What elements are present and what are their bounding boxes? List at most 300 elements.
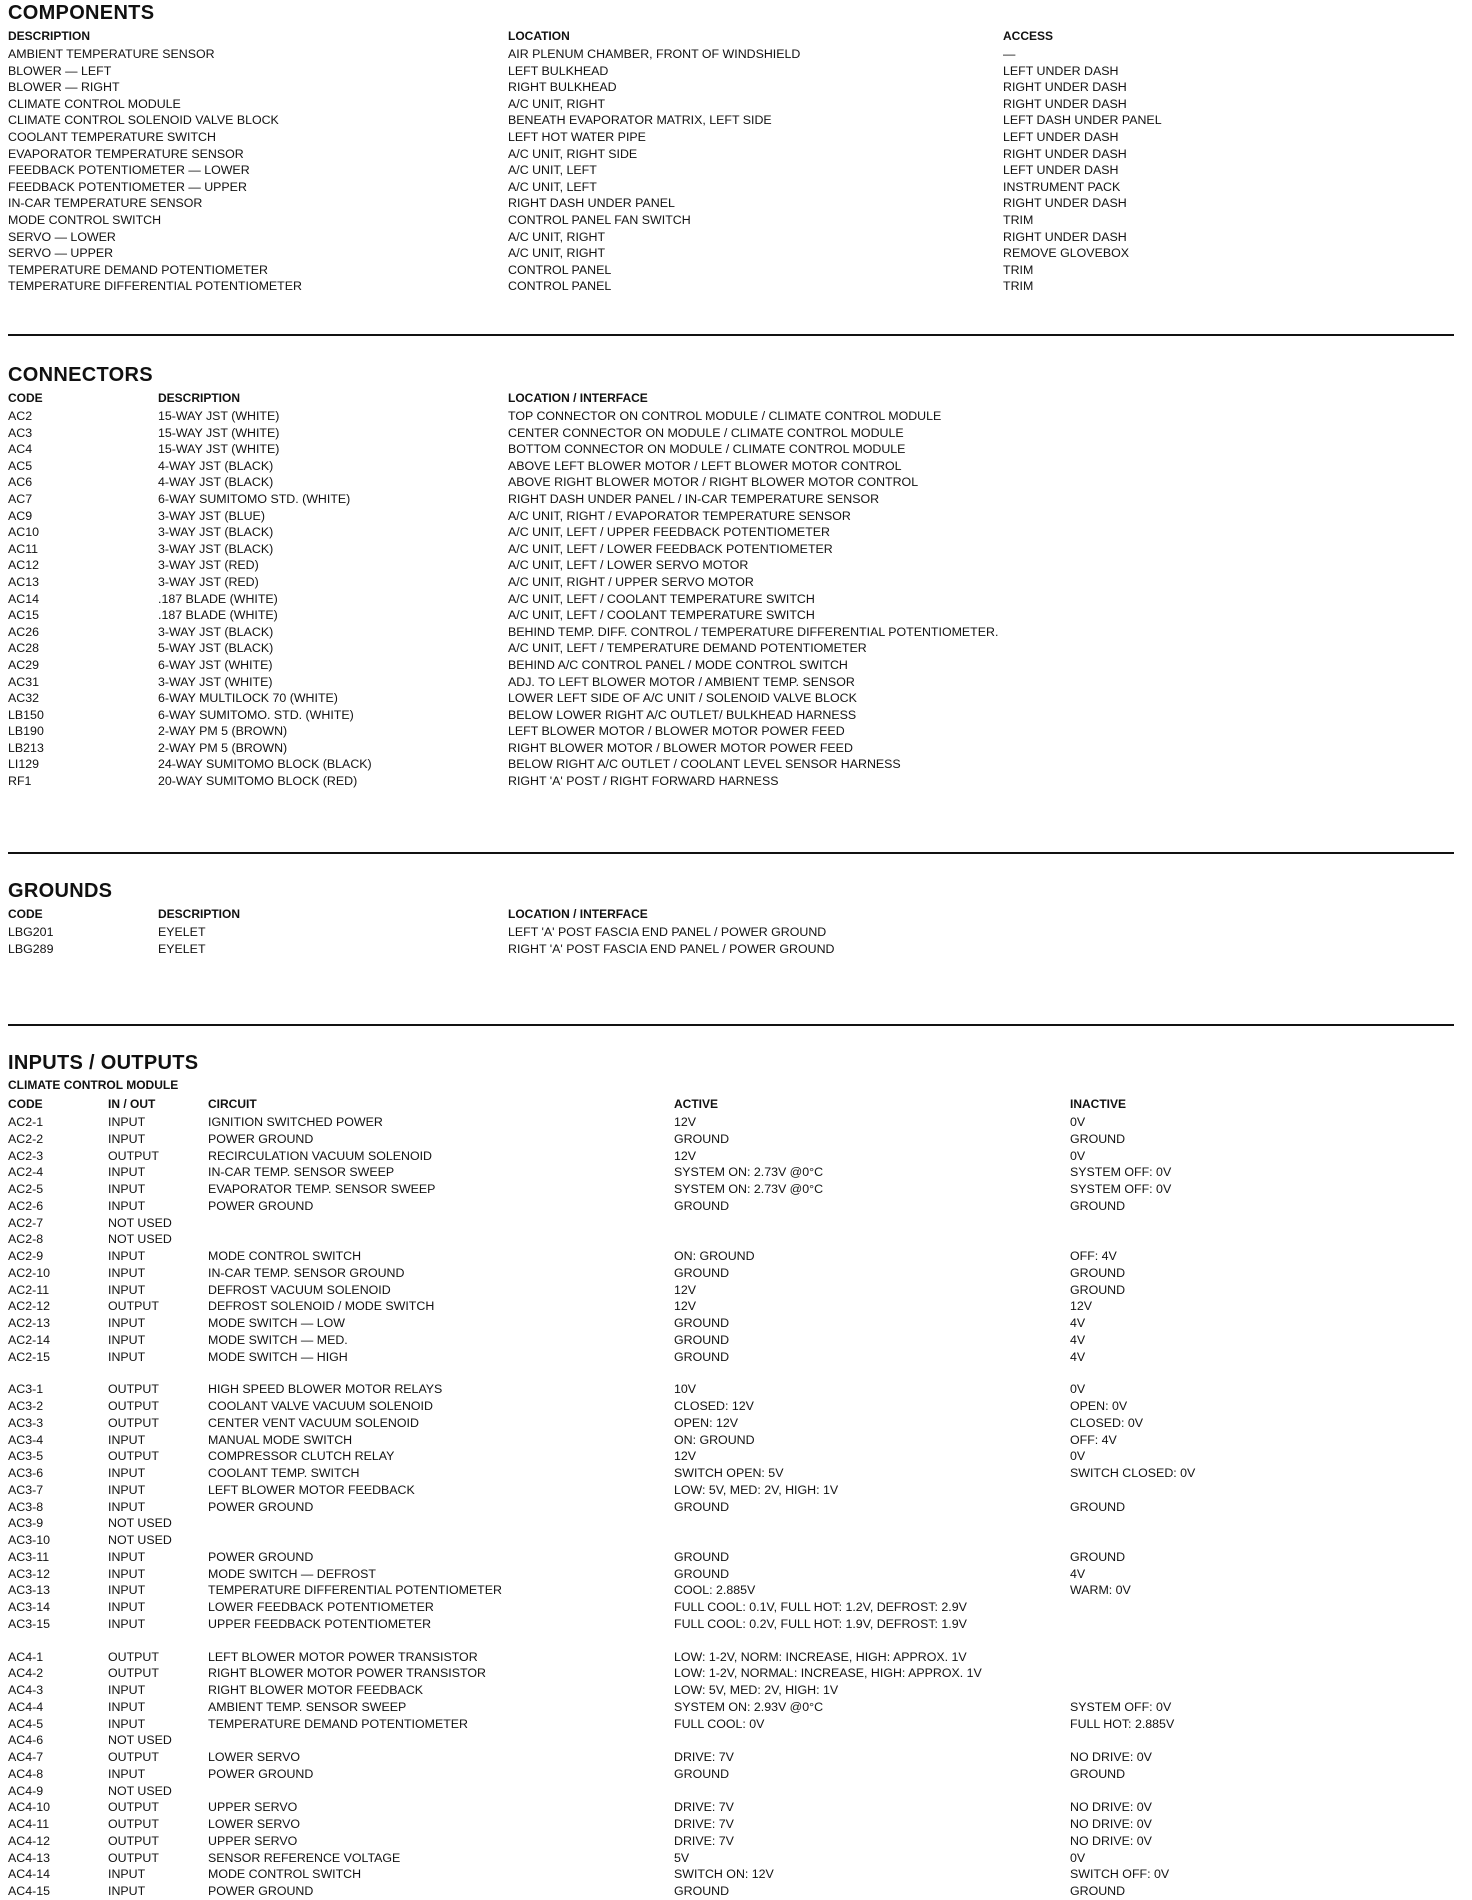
table-row: [8, 1248, 1454, 1265]
pin-active: [674, 1515, 1070, 1532]
pin-code: AC4-9: [8, 1783, 44, 1798]
pin-direction: INPUT: [108, 1349, 146, 1364]
pin-inactive: WARM: 0V: [1070, 1583, 1131, 1598]
pin-inactive: [1070, 1732, 1454, 1749]
component-access: —: [1003, 47, 1016, 61]
connector-description: 6-WAY JST (WHITE): [158, 657, 273, 672]
pin-direction: OUTPUT: [108, 1750, 159, 1764]
table-row: [8, 1515, 1454, 1532]
connectors-section: [8, 336, 1454, 852]
pin-active: COOL: 2.885V: [674, 1583, 756, 1598]
pin-circuit: AMBIENT TEMP. SENSOR SWEEP: [208, 1699, 407, 1714]
pin-active: FULL COOL: 0V: [674, 1716, 765, 1731]
table-row: [8, 1799, 1454, 1816]
pin-direction: INPUT: [108, 1566, 146, 1581]
ground-description: EYELET: [158, 925, 206, 939]
connector-location: BEHIND TEMP. DIFF. CONTROL / TEMPERATURE DIFFERENTIAL POTENTIOMETER.: [508, 624, 999, 639]
connector-description: 2-WAY PM 5 (BROWN): [158, 740, 288, 755]
table-row: [8, 245, 1454, 262]
connector-code: AC11: [8, 541, 39, 556]
group-spacer: [8, 1365, 1454, 1381]
pin-inactive: 0V: [1070, 1449, 1086, 1464]
io-pin-group: [8, 1381, 1454, 1632]
column-header: IN / OUT: [108, 1097, 156, 1111]
pin-circuit: MODE CONTROL SWITCH: [208, 1249, 362, 1263]
grounds-header: [8, 904, 1454, 924]
pin-active: SWITCH ON: 12V: [674, 1867, 774, 1882]
pin-direction: OUTPUT: [108, 1649, 159, 1664]
connector-code: AC4: [8, 442, 33, 457]
pin-inactive: OFF: 4V: [1070, 1432, 1117, 1447]
pin-code: AC2-11: [8, 1282, 50, 1297]
table-row: [8, 1448, 1454, 1465]
pin-direction: INPUT: [108, 1549, 146, 1564]
pin-inactive: SWITCH CLOSED: 0V: [1070, 1466, 1196, 1480]
table-row: [8, 1866, 1454, 1883]
pin-active: 12V: [674, 1115, 697, 1129]
pin-circuit: RECIRCULATION VACUUM SOLENOID: [208, 1148, 432, 1163]
pin-direction: INPUT: [108, 1699, 146, 1714]
ground-code: LBG289: [8, 941, 54, 956]
table-row: [8, 1549, 1454, 1566]
connector-location: RIGHT 'A' POST / RIGHT FORWARD HARNESS: [508, 774, 779, 789]
connector-location: ADJ. TO LEFT BLOWER MOTOR / AMBIENT TEMP. SENSOR: [508, 674, 855, 689]
table-row: [8, 1599, 1454, 1616]
pin-inactive: [1070, 1215, 1454, 1232]
connector-code: AC31: [8, 674, 39, 689]
table-row: [8, 1682, 1454, 1699]
table-row: [8, 1699, 1454, 1716]
connector-description: 6-WAY SUMITOMO STD. (WHITE): [158, 491, 351, 506]
component-access: LEFT UNDER DASH: [1003, 63, 1119, 78]
pin-circuit: POWER GROUND: [208, 1884, 314, 1898]
pin-code: AC4-14: [8, 1867, 51, 1882]
component-description: FEEDBACK POTENTIOMETER — UPPER: [8, 179, 247, 194]
component-description: CLIMATE CONTROL SOLENOID VALVE BLOCK: [8, 113, 279, 128]
pin-circuit: COMPRESSOR CLUTCH RELAY: [208, 1449, 395, 1464]
component-access: TRIM: [1003, 279, 1034, 294]
pin-direction: NOT USED: [108, 1232, 172, 1247]
table-row: [8, 1883, 1454, 1900]
component-description: TEMPERATURE DIFFERENTIAL POTENTIOMETER: [8, 279, 302, 294]
table-row: [8, 278, 1454, 295]
connector-code: AC13: [8, 574, 39, 589]
table-row: [8, 541, 1454, 558]
connector-location: RIGHT DASH UNDER PANEL / IN-CAR TEMPERATURE SENSOR: [508, 491, 880, 506]
table-row: [8, 63, 1454, 80]
pin-inactive: [1070, 1231, 1454, 1248]
pin-code: AC2-13: [8, 1316, 51, 1330]
pin-code: AC3-11: [8, 1549, 50, 1564]
ground-location: RIGHT 'A' POST FASCIA END PANEL / POWER GROUND: [508, 941, 835, 956]
table-row: [8, 674, 1454, 691]
pin-circuit: [208, 1515, 674, 1532]
pin-direction: INPUT: [108, 1600, 146, 1614]
pin-code: AC2-12: [8, 1299, 51, 1314]
table-row: [8, 1833, 1454, 1850]
pin-code: AC2-7: [8, 1215, 44, 1230]
component-access: RIGHT UNDER DASH: [1003, 229, 1127, 244]
pin-active: GROUND: [674, 1316, 730, 1330]
pin-circuit: DEFROST VACUUM SOLENOID: [208, 1282, 391, 1297]
connector-code: AC12: [8, 558, 39, 573]
pin-active: [674, 1231, 1070, 1248]
table-row: [8, 96, 1454, 113]
connector-description: 15-WAY JST (WHITE): [158, 442, 280, 457]
component-access: INSTRUMENT PACK: [1003, 179, 1121, 194]
table-row: [8, 1114, 1454, 1131]
pin-active: SYSTEM ON: 2.73V @0°C: [674, 1165, 824, 1180]
pin-inactive: 0V: [1070, 1850, 1086, 1865]
pin-code: AC4-2: [8, 1666, 44, 1681]
pin-direction: NOT USED: [108, 1533, 172, 1547]
table-row: [8, 1532, 1454, 1549]
connector-code: AC5: [8, 458, 33, 473]
component-description: AMBIENT TEMPERATURE SENSOR: [8, 47, 215, 61]
pin-circuit: RIGHT BLOWER MOTOR FEEDBACK: [208, 1683, 424, 1697]
pin-active: GROUND: [674, 1499, 730, 1514]
component-location: A/C UNIT, RIGHT: [508, 96, 606, 111]
pin-circuit: POWER GROUND: [208, 1198, 314, 1213]
pin-circuit: EVAPORATOR TEMP. SENSOR SWEEP: [208, 1182, 436, 1196]
pin-active: 12V: [674, 1449, 697, 1464]
pin-direction: NOT USED: [108, 1516, 172, 1531]
connector-description: 6-WAY SUMITOMO. STD. (WHITE): [158, 707, 354, 722]
connector-code: AC26: [8, 624, 39, 639]
pin-circuit: TEMPERATURE DIFFERENTIAL POTENTIOMETER: [208, 1583, 502, 1598]
pin-active: [674, 1532, 1070, 1549]
table-row: [8, 524, 1454, 541]
connector-description: 15-WAY JST (WHITE): [158, 409, 280, 423]
pin-code: AC3-14: [8, 1600, 51, 1614]
pin-active: LOW: 5V, MED: 2V, HIGH: 1V: [674, 1482, 839, 1497]
pin-circuit: LOWER SERVO: [208, 1817, 301, 1831]
io-header: [8, 1094, 1454, 1114]
component-description: CLIMATE CONTROL MODULE: [8, 96, 181, 111]
pin-inactive: [1070, 1682, 1454, 1699]
component-description: SERVO — LOWER: [8, 229, 116, 244]
table-row: [8, 1131, 1454, 1148]
component-location: RIGHT BULKHEAD: [508, 80, 617, 95]
pin-direction: OUTPUT: [108, 1850, 159, 1865]
table-row: [8, 1398, 1454, 1415]
column-header: LOCATION / INTERFACE: [508, 907, 648, 921]
table-row: [8, 229, 1454, 246]
table-row: [8, 1465, 1454, 1482]
pin-inactive: [1070, 1532, 1454, 1549]
component-description: FEEDBACK POTENTIOMETER — LOWER: [8, 163, 250, 178]
component-location: BENEATH EVAPORATOR MATRIX, LEFT SIDE: [508, 113, 772, 128]
table-row: [8, 1665, 1454, 1682]
pin-circuit: LOWER SERVO: [208, 1750, 301, 1764]
pin-direction: INPUT: [108, 1466, 146, 1480]
pin-code: AC3-5: [8, 1449, 44, 1464]
pin-circuit: CENTER VENT VACUUM SOLENOID: [208, 1415, 419, 1430]
pin-inactive: CLOSED: 0V: [1070, 1415, 1143, 1430]
pin-circuit: [208, 1732, 674, 1749]
pin-direction: OUTPUT: [108, 1833, 159, 1848]
grounds-section: [8, 854, 1454, 1024]
connector-location: BELOW RIGHT A/C OUTLET / COOLANT LEVEL SENSOR HARNESS: [508, 757, 901, 772]
pin-code: AC2-5: [8, 1182, 44, 1196]
connector-code: AC2: [8, 409, 33, 423]
pin-code: AC3-6: [8, 1466, 44, 1480]
io-pin-group: [8, 1649, 1454, 1900]
table-row: [8, 425, 1454, 442]
connector-code: LB150: [8, 707, 44, 722]
pin-active: DRIVE: 7V: [674, 1800, 734, 1815]
table-row: [8, 195, 1454, 212]
table-row: [8, 1582, 1454, 1599]
connector-code: AC29: [8, 657, 39, 672]
pin-active: ON: GROUND: [674, 1432, 755, 1447]
component-description: SERVO — UPPER: [8, 246, 114, 261]
pin-inactive: 0V: [1070, 1148, 1086, 1163]
connector-location: A/C UNIT, LEFT / COOLANT TEMPERATURE SWITCH: [508, 591, 815, 606]
grounds-table: [8, 924, 1454, 957]
ground-location: LEFT 'A' POST FASCIA END PANEL / POWER GROUND: [508, 925, 827, 939]
table-row: [8, 1482, 1454, 1499]
pin-active: GROUND: [674, 1131, 730, 1146]
pin-inactive: GROUND: [1070, 1549, 1126, 1564]
component-description: EVAPORATOR TEMPERATURE SENSOR: [8, 146, 244, 161]
pin-active: GROUND: [674, 1332, 730, 1347]
table-row: [8, 924, 1454, 941]
connector-description: .187 BLADE (WHITE): [158, 591, 278, 606]
column-header: LOCATION / INTERFACE: [508, 391, 648, 405]
pin-active: LOW: 5V, MED: 2V, HIGH: 1V: [674, 1683, 839, 1697]
pin-inactive: GROUND: [1070, 1131, 1126, 1146]
pin-direction: INPUT: [108, 1766, 146, 1781]
pin-active: GROUND: [674, 1198, 730, 1213]
pin-active: [674, 1732, 1070, 1749]
table-row: [8, 1716, 1454, 1733]
connector-description: 15-WAY JST (WHITE): [158, 425, 280, 440]
table-row: [8, 491, 1454, 508]
pin-active: SWITCH OPEN: 5V: [674, 1466, 784, 1480]
pin-inactive: [1070, 1783, 1454, 1800]
pin-code: AC3-10: [8, 1533, 51, 1547]
connector-description: 3-WAY JST (BLACK): [158, 541, 274, 556]
table-row: [8, 179, 1454, 196]
pin-code: AC2-1: [8, 1115, 44, 1129]
pin-circuit: LEFT BLOWER MOTOR FEEDBACK: [208, 1482, 415, 1497]
component-access: LEFT UNDER DASH: [1003, 163, 1119, 178]
pin-code: AC2-14: [8, 1332, 51, 1347]
pin-inactive: [1070, 1599, 1454, 1616]
pin-inactive: 12V: [1070, 1299, 1093, 1314]
connector-location: TOP CONNECTOR ON CONTROL MODULE / CLIMATE CONTROL MODULE: [508, 409, 942, 423]
pin-circuit: MODE SWITCH — DEFROST: [208, 1566, 376, 1581]
component-access: RIGHT UNDER DASH: [1003, 96, 1127, 111]
connector-code: AC7: [8, 491, 33, 506]
component-access: LEFT DASH UNDER PANEL: [1003, 113, 1162, 128]
component-description: MODE CONTROL SWITCH: [8, 212, 162, 227]
table-row: [8, 79, 1454, 96]
pin-active: FULL COOL: 0.1V, FULL HOT: 1.2V, DEFROST: 2.9V: [674, 1600, 967, 1614]
component-location: A/C UNIT, LEFT: [508, 163, 597, 178]
pin-code: AC4-4: [8, 1699, 44, 1714]
pin-code: AC3-12: [8, 1566, 51, 1581]
pin-inactive: FULL HOT: 2.885V: [1070, 1716, 1175, 1731]
table-row: [8, 690, 1454, 707]
pin-direction: OUTPUT: [108, 1399, 159, 1413]
pin-inactive: NO DRIVE: 0V: [1070, 1833, 1152, 1848]
component-access: LEFT UNDER DASH: [1003, 129, 1119, 144]
pin-direction: INPUT: [108, 1265, 146, 1280]
io-section: [8, 1026, 1454, 1900]
pin-circuit: [208, 1215, 674, 1232]
connectors-table: [8, 408, 1454, 790]
connector-description: .187 BLADE (WHITE): [158, 608, 278, 623]
pin-active: DRIVE: 7V: [674, 1750, 734, 1764]
pin-code: AC3-13: [8, 1583, 51, 1598]
table-row: [8, 1381, 1454, 1398]
connector-location: LOWER LEFT SIDE OF A/C UNIT / SOLENOID VALVE BLOCK: [508, 691, 857, 706]
table-row: [8, 1198, 1454, 1215]
pin-direction: INPUT: [108, 1282, 146, 1297]
pin-circuit: POWER GROUND: [208, 1499, 314, 1514]
connector-location: A/C UNIT, LEFT / COOLANT TEMPERATURE SWITCH: [508, 608, 815, 623]
pin-circuit: MODE SWITCH — HIGH: [208, 1349, 348, 1364]
connector-code: AC6: [8, 475, 33, 490]
pin-circuit: LEFT BLOWER MOTOR POWER TRANSISTOR: [208, 1649, 478, 1664]
table-row: [8, 1732, 1454, 1749]
pin-code: AC4-1: [8, 1649, 44, 1664]
pin-circuit: UPPER SERVO: [208, 1833, 298, 1848]
table-row: [8, 1415, 1454, 1432]
pin-code: AC2-4: [8, 1165, 44, 1180]
pin-circuit: [208, 1231, 674, 1248]
pin-active: GROUND: [674, 1884, 730, 1898]
pin-inactive: GROUND: [1070, 1884, 1126, 1898]
pin-direction: NOT USED: [108, 1783, 172, 1798]
pin-circuit: UPPER SERVO: [208, 1800, 298, 1815]
pin-direction: INPUT: [108, 1131, 146, 1146]
pin-inactive: 4V: [1070, 1332, 1086, 1347]
pin-direction: OUTPUT: [108, 1382, 159, 1397]
component-access: TRIM: [1003, 262, 1034, 277]
connector-code: LB190: [8, 724, 44, 739]
pin-code: AC4-15: [8, 1884, 51, 1898]
pin-circuit: COOLANT VALVE VACUUM SOLENOID: [208, 1399, 433, 1413]
pin-inactive: GROUND: [1070, 1282, 1126, 1297]
connector-code: AC9: [8, 508, 33, 523]
component-access: REMOVE GLOVEBOX: [1003, 246, 1130, 261]
group-spacer: [8, 1633, 1454, 1649]
components-section: [8, 0, 1454, 334]
connector-location: A/C UNIT, RIGHT / EVAPORATOR TEMPERATURE SENSOR: [508, 508, 851, 523]
pin-direction: INPUT: [108, 1499, 146, 1514]
pin-direction: OUTPUT: [108, 1148, 159, 1163]
table-row: [8, 1566, 1454, 1583]
pin-inactive: GROUND: [1070, 1499, 1126, 1514]
pin-code: AC4-6: [8, 1733, 44, 1748]
connector-description: 6-WAY MULTILOCK 70 (WHITE): [158, 691, 338, 706]
connector-description: 3-WAY JST (RED): [158, 574, 259, 589]
pin-code: AC4-8: [8, 1766, 44, 1781]
pin-direction: INPUT: [108, 1249, 146, 1263]
pin-inactive: SYSTEM OFF: 0V: [1070, 1699, 1172, 1714]
pin-direction: INPUT: [108, 1683, 146, 1697]
pin-code: AC4-10: [8, 1800, 51, 1815]
pin-active: FULL COOL: 0.2V, FULL HOT: 1.9V, DEFROST: 1.9V: [674, 1616, 967, 1631]
connector-location: RIGHT BLOWER MOTOR / BLOWER MOTOR POWER FEED: [508, 740, 853, 755]
pin-code: AC3-9: [8, 1516, 44, 1531]
pin-direction: INPUT: [108, 1716, 146, 1731]
components-header: [8, 26, 1454, 46]
component-location: AIR PLENUM CHAMBER, FRONT OF WINDSHIELD: [508, 47, 801, 61]
table-row: [8, 112, 1454, 129]
pin-direction: NOT USED: [108, 1215, 172, 1230]
table-row: [8, 591, 1454, 608]
pin-code: AC3-7: [8, 1482, 44, 1497]
table-row: [8, 1315, 1454, 1332]
table-row: [8, 262, 1454, 279]
connector-location: A/C UNIT, LEFT / TEMPERATURE DEMAND POTENTIOMETER: [508, 641, 867, 656]
component-location: CONTROL PANEL: [508, 279, 612, 294]
pin-code: AC2-3: [8, 1148, 44, 1163]
pin-circuit: MODE SWITCH — MED.: [208, 1332, 348, 1347]
connector-location: A/C UNIT, LEFT / LOWER FEEDBACK POTENTIOMETER: [508, 541, 833, 556]
column-header: DESCRIPTION: [158, 907, 241, 921]
table-row: [8, 1499, 1454, 1516]
component-location: LEFT HOT WATER PIPE: [508, 129, 646, 144]
pin-circuit: TEMPERATURE DEMAND POTENTIOMETER: [208, 1716, 468, 1731]
column-header: DESCRIPTION: [158, 391, 241, 405]
pin-code: AC4-12: [8, 1833, 51, 1848]
io-pin-group: [8, 1114, 1454, 1365]
pin-inactive: [1070, 1665, 1454, 1682]
pin-inactive: GROUND: [1070, 1766, 1126, 1781]
pin-active: DRIVE: 7V: [674, 1833, 734, 1848]
table-row: [8, 607, 1454, 624]
pin-code: AC4-3: [8, 1683, 44, 1697]
component-description: TEMPERATURE DEMAND POTENTIOMETER: [8, 262, 268, 277]
pin-inactive: SWITCH OFF: 0V: [1070, 1867, 1170, 1882]
pin-inactive: 0V: [1070, 1382, 1086, 1397]
column-header: CODE: [8, 1097, 43, 1111]
table-row: [8, 756, 1454, 773]
pin-inactive: SYSTEM OFF: 0V: [1070, 1182, 1172, 1196]
io-table: [8, 1114, 1454, 1900]
pin-code: AC2-6: [8, 1198, 44, 1213]
pin-active: OPEN: 12V: [674, 1415, 739, 1430]
connector-description: 4-WAY JST (BLACK): [158, 475, 274, 490]
pin-active: SYSTEM ON: 2.73V @0°C: [674, 1182, 824, 1196]
connector-description: 5-WAY JST (BLACK): [158, 641, 274, 656]
component-location: CONTROL PANEL: [508, 262, 612, 277]
component-location: A/C UNIT, LEFT: [508, 179, 597, 194]
component-description: COOLANT TEMPERATURE SWITCH: [8, 129, 216, 144]
pin-code: AC3-4: [8, 1432, 44, 1447]
table-row: [8, 1783, 1454, 1800]
pin-direction: INPUT: [108, 1884, 146, 1898]
table-row: [8, 1148, 1454, 1165]
connector-description: 3-WAY JST (WHITE): [158, 674, 273, 689]
pin-direction: INPUT: [108, 1482, 146, 1497]
pin-code: AC3-15: [8, 1616, 51, 1631]
table-row: [8, 1766, 1454, 1783]
column-header: ACTIVE: [674, 1097, 719, 1111]
table-row: [8, 508, 1454, 525]
pin-inactive: 4V: [1070, 1566, 1086, 1581]
connector-code: RF1: [8, 774, 32, 789]
pin-direction: INPUT: [108, 1198, 146, 1213]
connector-location: BOTTOM CONNECTOR ON MODULE / CLIMATE CONTROL MODULE: [508, 442, 906, 457]
component-location: CONTROL PANEL FAN SWITCH: [508, 212, 691, 227]
connector-location: A/C UNIT, LEFT / LOWER SERVO MOTOR: [508, 558, 749, 573]
